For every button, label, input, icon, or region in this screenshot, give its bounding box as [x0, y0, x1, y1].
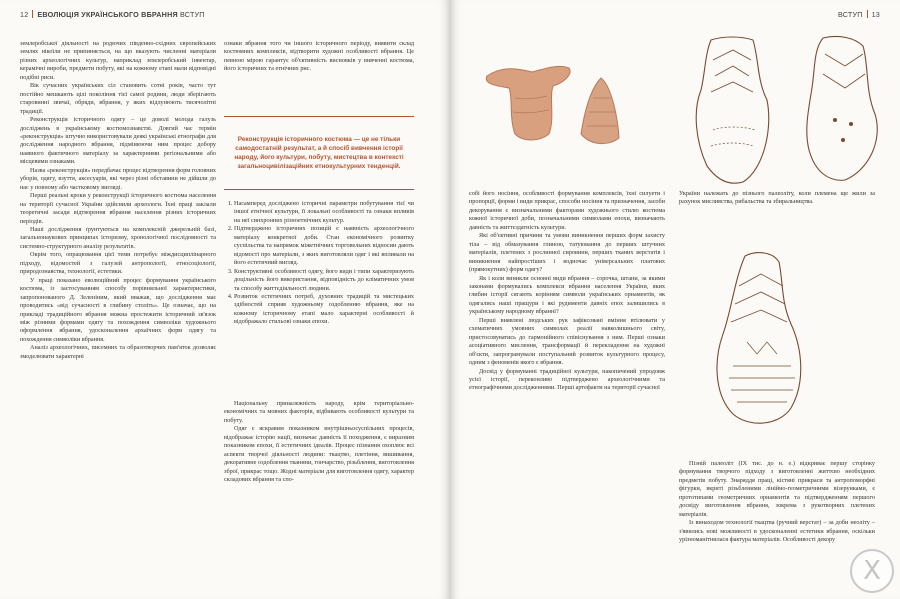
paragraph: Досвід у формуванні традиційної культури, накопичений упродовж усієї історії, переконливо підтверджено археологічними та етнографічними дослідженнями. Перші артефакти на території сучасної — [469, 367, 665, 392]
right-page — [451, 0, 900, 599]
paragraph: Перші реальні кроки у реконструкції історичного костюма населення на території сучасної України здійснили археологи. Їхні праці заклали теоретичні засади відтворення вбрання населення різних історичних періодів. — [20, 192, 216, 225]
paragraph: Пізній палеоліт (IX тис. до н. е.) відкриває першу сторінку формування творчого підходу з виготовленні життєво необхідних предметів побуту. Знаряддя праці, кістяні прикраси та антропоморфні фігурки, вкриті різьбленими лінійно-геометричними візерунками, є прототипами геометричних орнаментів та підтвердженням першого досвіду виготовлення вбрання, зокрема з рукотворних плетених матеріалів. — [679, 460, 875, 518]
list-item: 3. Конструктивні особливості одягу, його види і типи характеризують доцільність його використання, відповідність до кліматичних умов та способу життєдіяльності людини. — [234, 268, 414, 293]
right-column-1 — [469, 190, 665, 393]
principles-list — [224, 200, 414, 327]
paragraph: собі його носіння, особливості формування комплексів, їхні силуети і пропорції, форми і види прикрас, способи носіння та призначення, засоби декорування є визначальними факторами художнього стилю костюма кожної історичної доби, позначальними символами епохи, визначають давність та життєздатність культури. — [469, 190, 665, 231]
left-page — [0, 0, 449, 599]
paragraph: Національну приналежність народу, крім територіально-економічних та мовних факторів, відбивають особливості культури та побуту. — [224, 400, 414, 424]
paragraph: України належать до пізнього палеоліту, коли племена ще жили за рахунок мисливства, рибальства та збиральництва. — [679, 190, 875, 206]
paragraph: Із винаходом технології ткацтва (ручний верстат) – за доби неоліту – з'явились нові можливості в удосконаленні естетики вбрання, оскільки урізноманітнилася фактура матеріалів. Особливості декору — [679, 519, 875, 544]
left-running-header — [20, 10, 205, 19]
figurine-sketch-large — [687, 246, 837, 436]
right-column-2-bottom — [679, 460, 875, 545]
right-page-number: 13 — [871, 10, 880, 19]
paragraph: Окрім того, опрацювання цієї теми потребує міждисциплінарного підходу, відомостей з галузей антропології, етносоціології, природознавства, технології, естетики. — [20, 251, 216, 276]
left-section-label: ВСТУП — [180, 10, 205, 19]
paragraph: ознаки вбрання того чи іншого історичного періоду, виявити склад костюмних комплексів, відтворити художні особливості вбрання. Це певною мірою гарантує об'єктивність висновків у вивченні костюма, його історичних та етнічних рис. — [224, 40, 414, 73]
paragraph: У праці показано еволюційний процес формування українського костюма, із застосуванням способу порівняльної характеристики, запропонованого Д. Зеленіним, який вважав, що дослідження має проводитись «від сучасності в глибину століть». Це означає, що на прикладі традиційного вбрання можна простежити історичний зв'язок між різними формами одягу та похождення символіки художнього оформлення вбрання, удосконалення архаїчних форм одягу та похождення символіки вбрання. — [20, 276, 216, 343]
list-item: 2. Підтверджено історичних позицій є наявність археологічного матеріалу конкретної доби. Стан економічного розвитку суспільства та напрямок міжетнічних торговельних відносин дають відомості про матеріали, з яких виготовляли одяг і які впливали на його естетичний вигляд. — [234, 225, 414, 267]
figurine-sketch-2 — [789, 30, 893, 190]
paragraph: Вік сучасних українських сіл становить сотні років, часто тут постійно мешкають цілі покоління тієї самої родини, люди зберігають старовинні звичаї, обряди, вбрання, у яких відлунюють тисячолітні традиції. — [20, 82, 216, 115]
pull-quote-text: Реконструкція історичного костюма — це не тільки самодостатній результат, а й спосіб вивчення історії народу, його культури, побуту, мистецтва в контексті загальноцивілізаційних етнокультурних тенденцій. — [234, 136, 404, 170]
clay-figurine-photo — [477, 38, 627, 158]
book-title: ЕВОЛЮЦІЯ УКРАЇНСЬКОГО ВБРАННЯ — [37, 10, 178, 19]
right-column-2-top — [679, 190, 875, 207]
paragraph: Одяг є яскравим показником внутрішньосуспільних процесів, відображає історію нації, визначає давність її походження, є виразним показником епохи, її естетичних ідеалів. Процес пізнання охоплює всі аспекти творчої діяльності людини: ткацтво, плетіння, вишивання, декоративне оздоблення тканини, гончарство, різьблення, виготовлення зброї, прикрас тощо. Жодні матеріали для виготовлення одягу, характер складових вбрання та спо- — [224, 425, 414, 484]
paragraph: Наші дослідження ґрунтуються на комплексній джерельній базі, загальнонаукових принципах історизму, хронологічної послідовності та системно-структурного аналізу результатів. — [20, 225, 216, 250]
left-column-2-list — [224, 200, 414, 327]
paragraph: Перші виявлені людських рук зафіксовані вміння втілювати у схематичних умовних символах реалії навколишнього світу, пристосовуватись до гармонійного співіснування з ним. Перші ознаки асоціативного мислення, трансформації й перекладення на художні об'єкти, запрограмували поступальний розвиток культурного процесу, одним з феноменів якого є вбрання. — [469, 316, 665, 367]
figurine-sketch-1 — [683, 30, 781, 190]
list-item: 1. Насамперед досліджено історичні параметри побутування тієї чи іншої етнічної культури, її локальні особливості та ознаки впливів на неї синхронних різноетнічних культур. — [234, 200, 414, 225]
right-running-header — [838, 10, 880, 19]
left-column-2-top — [224, 40, 414, 74]
paragraph: Назва «реконструкція» передбачає процес відтворення форм головних уборів, одягу, взуття, аксесуарів, які через різні обставини не дійшли до нас у повному або частковому вигляді. — [20, 166, 216, 191]
paragraph: Реконструкція історичного одягу – це доволі молода галузь досліджень в українському костюмознавстві. Довгий час термін «реконструкція» штучно використовували деякі українські етнографи для дослідження народного вбрання, підмінюючи ним процес добору наявного фактичного матеріалу за характерними регіональними або місцевими ознаками. — [20, 116, 216, 166]
paragraph: землеробської діяльності на родючих південно-східних європейських землях нікоїли не припиняється, на що вказують численні матеріали різних археологічних культур, наприклад землеробський інвентар, керамічні вироби, предмети побуту, які на кожному етапі мали відповідні подібні риси. — [20, 40, 216, 81]
left-column-2-bottom — [224, 400, 414, 485]
paragraph: Аналіз археологічних, писемних та образотворчих пам'яток дозволяє змоделювати характерні — [20, 344, 216, 360]
watermark-logo: X — [850, 549, 894, 593]
pull-quote — [224, 116, 414, 190]
right-section-label: ВСТУП — [837, 10, 863, 19]
list-item: 4. Розвиток естетичних потреб, духовних традицій та мистецьких здібностей сприяв художньому оздобленню вбрання, яке на кожному історичному етапі мало характерні особливості й відображало стильові ознаки епохи. — [234, 293, 414, 327]
left-column-1 — [20, 40, 216, 361]
paragraph: Як і коли виникли основні види вбрання – сорочка, штани, за якими законами формувались комплекси вбрання населення України, яких глибин історії сягають корінням символи українських орнаментів, як одягались наші пращури і які рудименти давніх епох залишились в українському народному вбранні? — [469, 274, 665, 316]
paragraph: Які об'єктивні причини та умови виникнення перших форм захисту тіла – від обмазування глиною, татуювання до перших штучних матеріалів, плетених з рослинної сировини, перших тканих верстатів і виникнення найпростіших і водночас універсальних платових (прямокутних) форм одягу? — [469, 232, 665, 274]
left-page-number: 12 — [20, 10, 29, 19]
